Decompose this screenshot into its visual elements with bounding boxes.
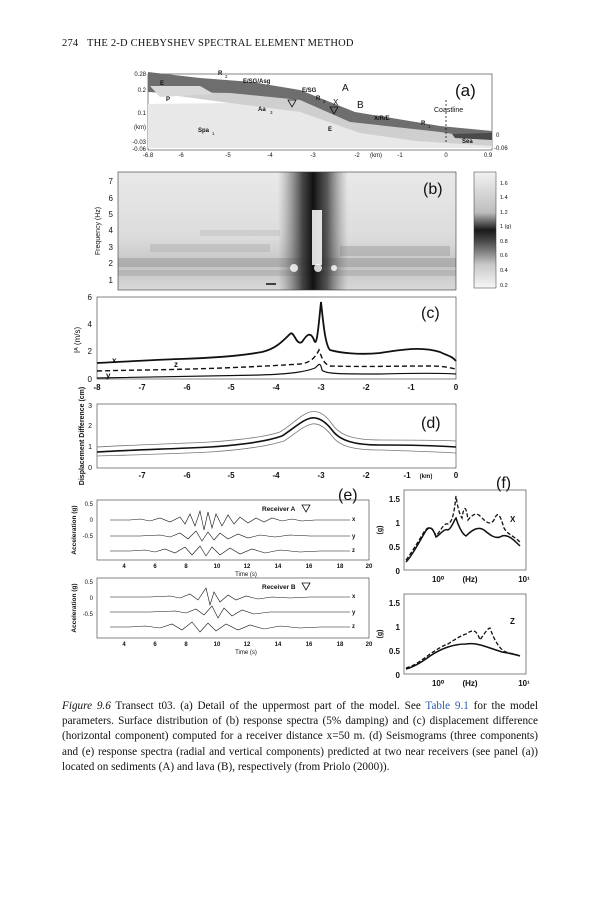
svg-text:-4: -4 [272, 471, 280, 480]
label-ESG: E/SG [302, 88, 317, 94]
svg-text:10⁰: 10⁰ [431, 575, 445, 584]
figure-caption [62, 699, 538, 775]
label-R2: R [218, 71, 223, 77]
receiver-b-frame [97, 578, 369, 638]
svg-text:-5: -5 [227, 383, 235, 392]
caption-lead: Figure 9.6 [62, 700, 111, 712]
svg-text:0.2: 0.2 [500, 283, 508, 289]
panel-f-letter: (f) [496, 475, 512, 492]
curve-upper [97, 412, 456, 448]
svg-text:20: 20 [365, 564, 373, 570]
panel-c-ylabel: Iᴬ (m/s) [73, 326, 82, 354]
svg-text:-3: -3 [317, 471, 325, 480]
caption-part2: for the model parameters. Surface distribution of (b) response spectra (5% damping) and (c) displacement difference (horizontal component) computed for a receiver distance x=50 m. (d) Seismograms (three components) and (e) response spectra (radial and vertical components) predicted at two near receivers (see panel (a)) located on sediments (A) and lava (B), respectively (from Priolo (2000)). [62, 700, 538, 773]
svg-text:1: 1 [108, 276, 113, 285]
svg-text:12: 12 [243, 642, 251, 648]
svg-text:(km): (km) [419, 474, 433, 480]
svg-text:-7: -7 [138, 471, 146, 480]
svg-text:0: 0 [89, 596, 93, 602]
svg-text:1: 1 [395, 623, 400, 632]
colorbar [474, 172, 496, 288]
svg-text:8: 8 [184, 564, 188, 570]
svg-text:-5: -5 [225, 153, 231, 159]
panel-a-letter: (a) [455, 81, 476, 100]
panel-b-letter: (b) [423, 181, 443, 198]
svg-text:-6.8: -6.8 [142, 153, 154, 159]
curve-label-z: z [174, 360, 178, 369]
spectrum-z-y-ticks [389, 599, 401, 680]
svg-text:8: 8 [184, 642, 188, 648]
svg-text:0.5: 0.5 [84, 502, 93, 508]
svg-text:10¹: 10¹ [518, 575, 530, 584]
panel-a-x-ticks [143, 153, 493, 159]
label-ESGAsg: E/SG/Asg [243, 79, 271, 85]
receiver-b-xlabel: Time (s) [235, 650, 257, 656]
svg-text:-6: -6 [183, 471, 191, 480]
panel-b-ylabel: Frequency (Hz) [95, 206, 102, 256]
svg-text:2: 2 [88, 423, 92, 430]
spectrum-z-ylabel: (g) [377, 629, 384, 639]
svg-text:0.5: 0.5 [84, 580, 93, 586]
panel-c-letter: (c) [421, 305, 440, 322]
svg-text:(Hz): (Hz) [462, 679, 478, 688]
svg-text:-4: -4 [272, 383, 280, 392]
label-B: B [357, 100, 364, 111]
svg-text:6: 6 [108, 194, 113, 203]
svg-text:0.4: 0.4 [500, 268, 508, 274]
receiver-a-label: Receiver A [262, 506, 296, 513]
svg-text:10⁰: 10⁰ [431, 679, 445, 688]
svg-text:0.6: 0.6 [500, 253, 508, 259]
label-Spa: Spa [198, 128, 210, 134]
svg-text:2: 2 [108, 259, 113, 268]
panel-e-letter: (e) [338, 487, 358, 504]
svg-text:-0.5: -0.5 [82, 612, 93, 618]
panel-c-x-ticks [93, 383, 458, 392]
curve-label-y: y [106, 371, 111, 380]
svg-text:-7: -7 [138, 383, 146, 392]
curve-mean [97, 418, 456, 452]
svg-text:-0.06: -0.06 [132, 147, 146, 153]
svg-text:0.1: 0.1 [137, 111, 146, 117]
svg-text:2: 2 [225, 74, 228, 79]
svg-text:3: 3 [88, 403, 92, 410]
svg-text:-2: -2 [362, 383, 370, 392]
panel-d-frame [97, 404, 456, 468]
svg-text:18: 18 [336, 642, 344, 648]
svg-text:-2: -2 [354, 153, 360, 159]
label-Aa: Aa [258, 107, 266, 113]
svg-text:0.28: 0.28 [134, 72, 146, 78]
svg-text:0: 0 [89, 518, 93, 524]
svg-text:0.5: 0.5 [388, 543, 400, 552]
svg-text:-1: -1 [397, 153, 403, 159]
svg-text:1: 1 [212, 131, 215, 136]
svg-text:-1: -1 [403, 471, 411, 480]
svg-text:1.5: 1.5 [388, 599, 400, 608]
svg-text:0.5: 0.5 [388, 647, 400, 656]
svg-text:2: 2 [323, 99, 326, 104]
spectrum-x-x-ticks [432, 575, 530, 584]
svg-text:x: x [352, 517, 356, 523]
panel-e [71, 487, 373, 656]
spectrum-white-peak [312, 210, 322, 265]
spectrum-x-dashed [406, 496, 520, 560]
curve-x [97, 302, 456, 363]
receiver-a-x-ticks [122, 564, 373, 570]
svg-text:-5: -5 [227, 471, 235, 480]
svg-text:-1: -1 [407, 383, 415, 392]
svg-text:10: 10 [213, 564, 221, 570]
receiver-b-components [352, 594, 356, 630]
svg-text:16: 16 [305, 564, 313, 570]
svg-text:4: 4 [122, 642, 126, 648]
svg-text:3: 3 [108, 243, 113, 252]
trace-a-z [110, 546, 350, 556]
svg-text:12: 12 [243, 564, 251, 570]
label-E1: E [160, 81, 165, 87]
svg-text:10: 10 [213, 642, 221, 648]
receiver-a-components [352, 517, 356, 554]
svg-text:20: 20 [365, 642, 373, 648]
svg-text:7: 7 [108, 177, 113, 186]
spectrum-z-solid [406, 644, 520, 669]
label-R1: R [421, 121, 426, 127]
svg-text:(km): (km) [370, 153, 382, 159]
trace-b-x [110, 588, 350, 605]
receiver-a-xlabel: Time (s) [235, 572, 257, 578]
label-A: A [342, 83, 349, 94]
svg-text:14: 14 [274, 642, 282, 648]
svg-text:1.4: 1.4 [500, 195, 508, 201]
svg-text:3: 3 [270, 110, 273, 115]
curve-label-x: x [112, 356, 117, 365]
svg-text:0: 0 [87, 375, 92, 384]
receiver-b-label: Receiver B [262, 584, 296, 591]
spectrum-x-y-ticks [389, 495, 401, 576]
svg-text:z: z [352, 548, 355, 554]
svg-text:-8: -8 [93, 383, 101, 392]
svg-text:-6: -6 [178, 153, 184, 159]
svg-text:(km): (km) [134, 125, 146, 131]
svg-text:x: x [352, 594, 356, 600]
svg-text:-3: -3 [317, 383, 325, 392]
svg-text:0: 0 [453, 383, 459, 392]
table-link[interactable]: Table 9.1 [425, 700, 469, 712]
svg-text:0: 0 [453, 471, 459, 480]
svg-text:14: 14 [274, 564, 282, 570]
panel-b-y-ticks [109, 177, 114, 285]
panel-f [377, 475, 530, 688]
svg-text:18: 18 [336, 564, 344, 570]
svg-text:1: 1 [395, 519, 400, 528]
svg-text:-0.06: -0.06 [494, 146, 508, 152]
trace-a-x [110, 511, 350, 530]
svg-text:y: y [352, 534, 356, 540]
panel-c [73, 293, 459, 392]
spectrum-z-component: Z [510, 617, 515, 626]
spectrum-x-ylabel: (g) [377, 525, 384, 535]
svg-text:6: 6 [153, 642, 157, 648]
spectrum-x-component: X [510, 515, 516, 524]
receiver-b-ylabel: Acceleration (g) [71, 583, 78, 633]
svg-text:-3: -3 [310, 153, 316, 159]
panel-d-letter: (d) [421, 415, 441, 432]
panel-b [95, 172, 511, 290]
svg-text:1: 1 [428, 124, 431, 129]
panel-a-y-ticks [132, 72, 146, 153]
svg-text:6: 6 [87, 293, 92, 302]
svg-text:0: 0 [496, 133, 500, 139]
svg-text:16: 16 [305, 642, 313, 648]
label-R2b: R [316, 96, 321, 102]
receiver-b-x-ticks [122, 642, 373, 648]
svg-text:0: 0 [444, 153, 448, 159]
label-XRE: X/R/E [374, 116, 390, 122]
svg-text:0: 0 [88, 465, 92, 472]
svg-text:0.9: 0.9 [483, 153, 493, 159]
svg-text:-2: -2 [362, 471, 370, 480]
svg-text:4: 4 [108, 226, 113, 235]
panel-a [132, 71, 508, 159]
panel-d [79, 387, 459, 485]
svg-text:(Hz): (Hz) [462, 575, 478, 584]
panel-d-y-ticks [88, 403, 92, 472]
svg-text:-4: -4 [267, 153, 273, 159]
svg-text:5: 5 [108, 210, 113, 219]
svg-text:2: 2 [87, 347, 92, 356]
trace-b-z [110, 622, 350, 632]
spectrum-z-x-ticks [432, 679, 530, 688]
receiver-a-ylabel: Acceleration (g) [71, 505, 78, 555]
svg-text:1.2: 1.2 [500, 210, 508, 216]
page-number: 274 [62, 38, 79, 49]
label-E2: E [328, 127, 333, 133]
panel-c-y-ticks [88, 293, 93, 384]
svg-text:1.6: 1.6 [500, 181, 508, 187]
trace-a-y [110, 531, 350, 541]
panel-d-x-ticks [138, 471, 458, 480]
svg-text:0: 0 [395, 567, 400, 576]
caption-part1: Transect t03. (a) Detail of the uppermost part of the model. See [110, 700, 426, 712]
svg-text:10¹: 10¹ [518, 679, 530, 688]
panel-d-ylabel: Displacement Difference (cm) [79, 386, 86, 486]
label-X: X [333, 98, 339, 107]
spectrum-z-dashed [406, 628, 520, 668]
label-P: P [166, 97, 171, 103]
svg-text:4: 4 [87, 320, 92, 329]
svg-text:0: 0 [395, 671, 400, 680]
svg-text:1.5: 1.5 [388, 495, 400, 504]
trace-b-y [110, 606, 350, 618]
label-coastline: Coastline [434, 107, 464, 114]
svg-text:6: 6 [153, 564, 157, 570]
receiver-a-y-ticks [83, 502, 94, 540]
receiver-b-y-ticks [83, 580, 94, 618]
svg-text:-0.5: -0.5 [82, 534, 93, 540]
spectrum-x-frame [404, 490, 526, 570]
svg-text:-0.03: -0.03 [132, 140, 146, 146]
colorbar-ticks [500, 181, 511, 289]
svg-text:1 (g): 1 (g) [500, 224, 512, 230]
running-title: THE 2-D CHEBYSHEV SPECTRAL ELEMENT METHOD [87, 38, 354, 49]
svg-text:0.8: 0.8 [500, 239, 508, 245]
svg-text:-6: -6 [183, 383, 191, 392]
svg-text:0.2: 0.2 [137, 88, 146, 94]
label-Sea: Sea [462, 139, 473, 145]
svg-text:1: 1 [88, 444, 92, 451]
svg-text:4: 4 [122, 564, 126, 570]
svg-text:y: y [352, 610, 356, 616]
svg-text:z: z [352, 624, 355, 630]
